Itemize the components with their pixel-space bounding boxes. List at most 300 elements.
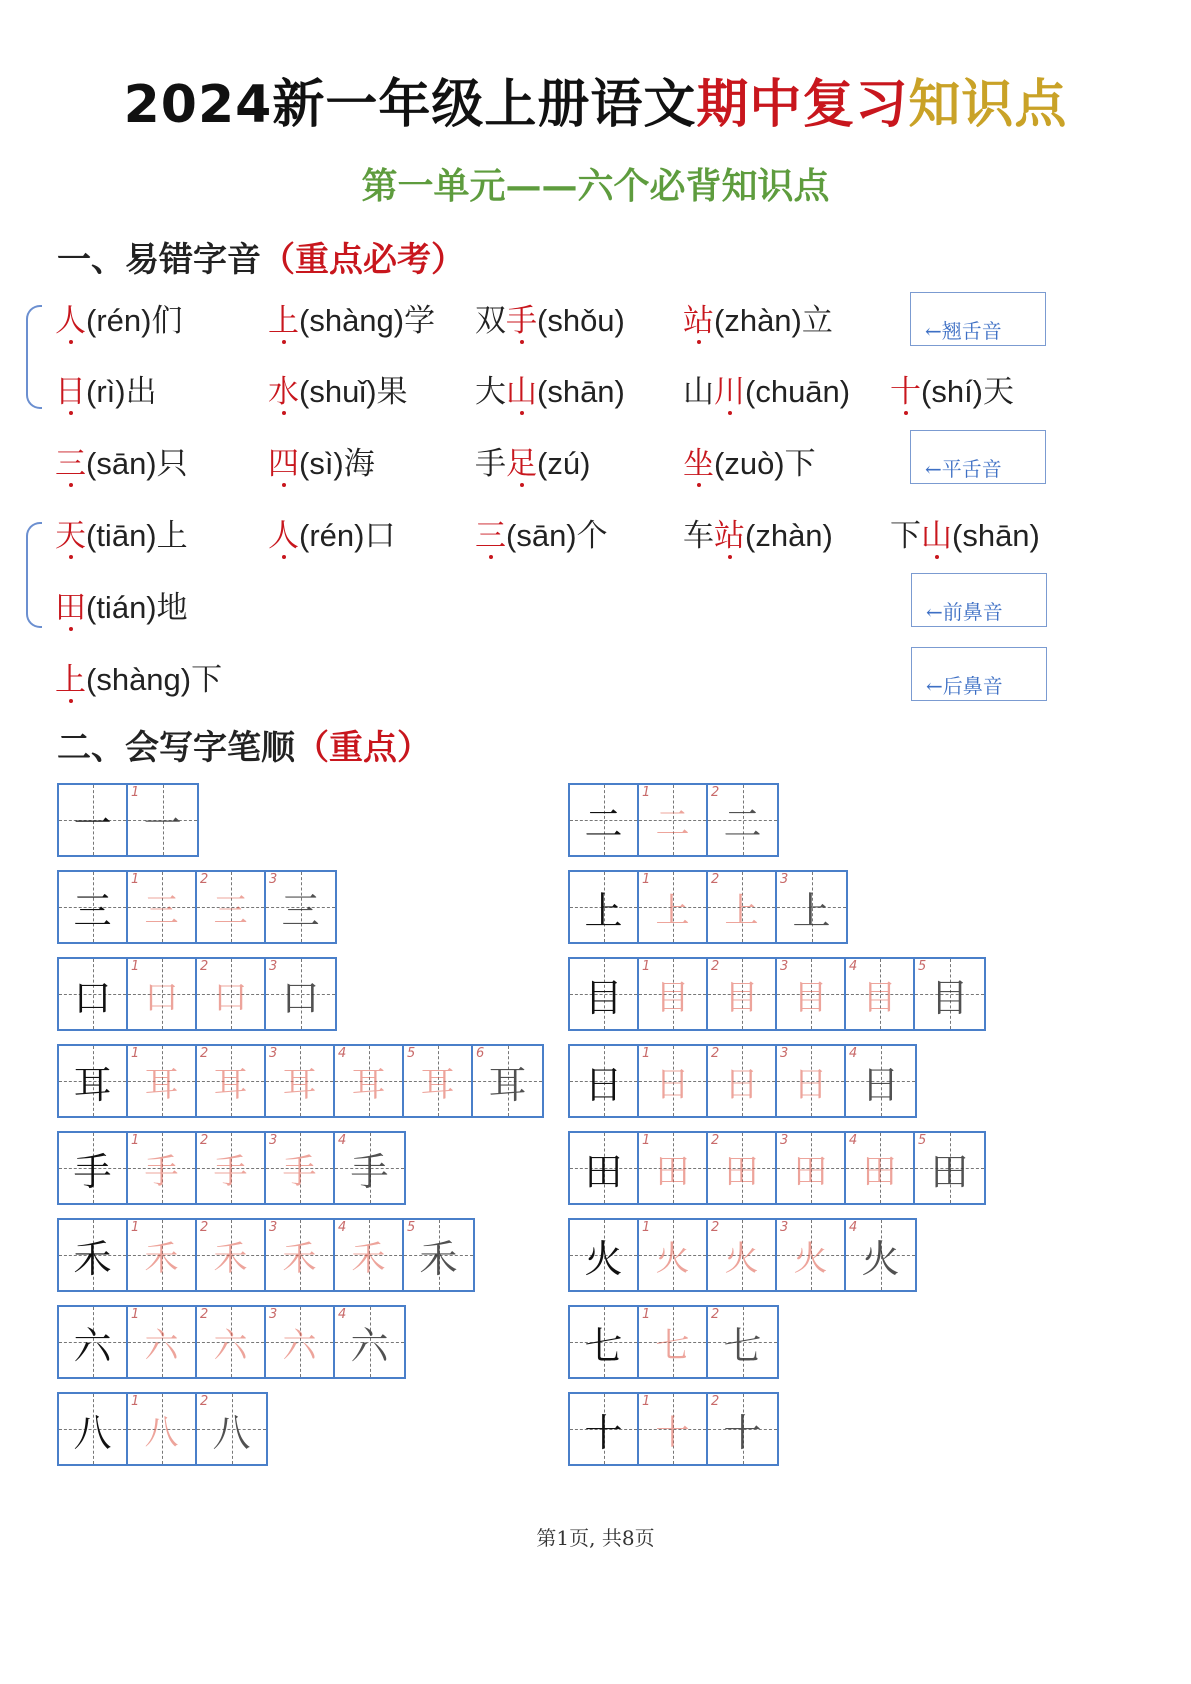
stroke-step: 田 (862, 1151, 897, 1192)
stroke-step-cell (128, 785, 197, 855)
pinyin: (zú) (537, 446, 591, 481)
stroke-step: 六 (144, 1325, 179, 1366)
step-number: 3 (269, 959, 278, 974)
step-number: 2 (711, 1133, 720, 1148)
page-title (0, 62, 1191, 137)
stroke-step: 耳 (488, 1062, 527, 1107)
pinyin: (shuǐ) (299, 374, 377, 409)
step-number: 2 (200, 1133, 209, 1148)
pinyin: (shí) (921, 374, 983, 409)
stroke-step: 七 (655, 1325, 690, 1366)
stroke-step-cell (266, 1133, 335, 1203)
key-character: 天 (55, 518, 86, 553)
stroke-step: 目 (724, 977, 759, 1018)
stroke-step: 火 (724, 1238, 759, 1279)
stroke-step: 田 (655, 1151, 690, 1192)
stroke-step: 三 (213, 890, 248, 931)
stroke-step-cell (708, 1133, 777, 1203)
key-character: 人 (268, 518, 299, 553)
key-character: 田 (55, 590, 86, 625)
key-character: 手 (506, 303, 537, 338)
stroke-step-cell (708, 1394, 777, 1464)
stroke-step: 一 (143, 801, 182, 846)
item-prefix: 双 (475, 303, 506, 338)
character-cell (570, 959, 639, 1029)
stroke-step: 手 (144, 1151, 179, 1192)
heading-note: （重点） (295, 728, 431, 768)
pinyin: (shān) (537, 374, 625, 409)
step-number: 4 (338, 1046, 347, 1061)
section2-heading (57, 720, 431, 769)
stroke-step-cell (335, 1220, 404, 1290)
character: 手 (73, 1149, 112, 1194)
character: 上 (584, 888, 623, 933)
character-cell (570, 872, 639, 942)
brace-icon (26, 522, 42, 628)
stroke-step-cell (128, 1046, 197, 1116)
step-number: 2 (200, 1046, 209, 1061)
stroke-step-cell (128, 1394, 197, 1464)
stroke-step: 口 (213, 977, 248, 1018)
pronunciation-item (55, 510, 188, 555)
key-character: 三 (55, 446, 86, 481)
character-cell (570, 1220, 639, 1290)
stroke-step: 二 (723, 801, 762, 846)
pinyin: (zhàn) (745, 518, 833, 553)
step-number: 4 (849, 1133, 858, 1148)
stroke-step: 上 (724, 890, 759, 931)
pronunciation-item (890, 366, 1014, 411)
pinyin: (sì) (299, 446, 344, 481)
stroke-step-cell (128, 1220, 197, 1290)
character: 六 (73, 1323, 112, 1368)
step-number: 5 (407, 1046, 416, 1061)
step-number: 1 (642, 1220, 651, 1235)
step-number: 1 (131, 1307, 140, 1322)
pinyin: (shàng) (299, 303, 405, 338)
stroke-step: 八 (144, 1412, 179, 1453)
pinyin: (zhàn) (714, 303, 802, 338)
stroke-step-cell (128, 1307, 197, 1377)
step-number: 6 (476, 1046, 485, 1061)
stroke-order-grid (57, 1392, 268, 1466)
stroke-step-cell (266, 1307, 335, 1377)
step-number: 2 (200, 1394, 209, 1409)
subtitle: 第一单元——六个必背知识点 (361, 165, 830, 207)
pronunciation-item (475, 438, 590, 483)
pinyin: (tiān) (86, 518, 157, 553)
stroke-step-cell (639, 1307, 708, 1377)
character-cell (570, 1394, 639, 1464)
character-cell (59, 1394, 128, 1464)
stroke-order-grid (57, 1131, 406, 1205)
pronunciation-item (268, 438, 375, 483)
character-cell (59, 1220, 128, 1290)
stroke-step: 田 (793, 1151, 828, 1192)
key-character: 川 (714, 374, 745, 409)
pronunciation-item (55, 654, 222, 699)
stroke-step-cell (777, 959, 846, 1029)
brace-icon (26, 305, 42, 409)
stroke-step-cell (639, 1133, 708, 1203)
stroke-step: 耳 (351, 1064, 386, 1105)
step-number: 1 (131, 872, 140, 887)
item-suffix: 口 (364, 518, 396, 553)
character-cell (570, 1307, 639, 1377)
step-number: 3 (780, 959, 789, 974)
stroke-step-cell (197, 1394, 266, 1464)
stroke-step: 禾 (144, 1238, 179, 1279)
stroke-step-cell (915, 959, 984, 1029)
character: 耳 (73, 1062, 112, 1107)
stroke-step-cell (266, 1046, 335, 1116)
step-number: 3 (780, 1046, 789, 1061)
stroke-step-cell (197, 1307, 266, 1377)
stroke-step: 日 (861, 1062, 900, 1107)
item-suffix: 天 (983, 374, 1014, 409)
character-cell (570, 1046, 639, 1116)
step-number: 1 (131, 1394, 140, 1409)
stroke-step-cell (915, 1133, 984, 1203)
stroke-step-cell (708, 1307, 777, 1377)
step-number: 3 (780, 1133, 789, 1148)
pronunciation-item (890, 510, 1040, 555)
stroke-step: 六 (350, 1323, 389, 1368)
stroke-order-grid (57, 783, 199, 857)
stroke-step: 手 (213, 1151, 248, 1192)
step-number: 2 (711, 1220, 720, 1235)
step-number: 4 (849, 1220, 858, 1235)
stroke-order-grid (568, 1392, 779, 1466)
step-number: 3 (780, 872, 789, 887)
pronunciation-item (683, 366, 850, 411)
pinyin: (zuò) (714, 446, 785, 481)
step-number: 3 (269, 1220, 278, 1235)
step-number: 2 (711, 959, 720, 974)
key-character: 站 (683, 303, 714, 338)
step-number: 4 (338, 1307, 347, 1322)
stroke-order-grid (57, 1044, 544, 1118)
pronunciation-item (55, 582, 188, 627)
stroke-step-cell (708, 785, 777, 855)
stroke-step: 田 (930, 1149, 969, 1194)
character: 一 (73, 801, 112, 846)
page-footer: 第1页, 共8页 (536, 1526, 655, 1550)
title-red: 期中复习 (696, 75, 909, 135)
stroke-step-cell (777, 1046, 846, 1116)
key-character: 上 (268, 303, 299, 338)
stroke-step-cell (266, 1220, 335, 1290)
stroke-step: 八 (212, 1410, 251, 1455)
stroke-step-cell (335, 1307, 404, 1377)
stroke-step-cell (404, 1220, 473, 1290)
step-number: 3 (269, 1046, 278, 1061)
item-suffix: 个 (576, 518, 608, 553)
step-number: 2 (711, 1307, 720, 1322)
stroke-step-cell (708, 1046, 777, 1116)
pinyin: (shǒu) (537, 303, 625, 338)
section1-heading (57, 232, 465, 281)
character: 三 (73, 888, 112, 933)
character: 八 (73, 1410, 112, 1455)
character-cell (59, 872, 128, 942)
pronunciation-item (55, 295, 182, 340)
tag-front-nasal: ←前鼻音 (911, 573, 1047, 627)
pronunciation-item (475, 366, 625, 411)
stroke-step-cell (335, 1133, 404, 1203)
stroke-step: 手 (282, 1151, 317, 1192)
stroke-step: 上 (655, 890, 690, 931)
stroke-step-cell (639, 1046, 708, 1116)
stroke-step: 手 (350, 1149, 389, 1194)
tag-back-nasal: ←后鼻音 (911, 647, 1047, 701)
step-number: 1 (642, 1046, 651, 1061)
stroke-step-cell (639, 1220, 708, 1290)
stroke-step-cell (128, 872, 197, 942)
key-character: 人 (55, 303, 86, 338)
stroke-step-cell (197, 1046, 266, 1116)
key-character: 山 (921, 518, 952, 553)
pronunciation-item (55, 366, 157, 411)
character-cell (570, 785, 639, 855)
stroke-order-grid (568, 957, 986, 1031)
pinyin: (rì) (86, 374, 126, 409)
character-cell (59, 1307, 128, 1377)
key-character: 十 (890, 374, 921, 409)
pronunciation-item (475, 510, 608, 555)
stroke-step-cell (639, 785, 708, 855)
stroke-step: 日 (793, 1064, 828, 1105)
step-number: 4 (849, 1046, 858, 1061)
tag-flat-tongue: ←平舌音 (910, 430, 1046, 484)
key-character: 坐 (683, 446, 714, 481)
step-number: 2 (200, 872, 209, 887)
key-character: 足 (506, 446, 537, 481)
stroke-step: 禾 (419, 1236, 458, 1281)
heading-note: （重点必考） (261, 240, 465, 280)
stroke-step: 目 (655, 977, 690, 1018)
item-suffix: 只 (156, 446, 188, 481)
item-prefix: 下 (890, 518, 921, 553)
stroke-order-grid (568, 870, 848, 944)
stroke-step: 二 (655, 803, 690, 844)
stroke-step-cell (266, 959, 335, 1029)
stroke-step: 口 (144, 977, 179, 1018)
stroke-step-cell (197, 1133, 266, 1203)
step-number: 4 (849, 959, 858, 974)
pinyin: (chuān) (745, 374, 851, 409)
step-number: 1 (131, 959, 140, 974)
item-suffix: 地 (156, 590, 188, 625)
stroke-step: 六 (213, 1325, 248, 1366)
character: 田 (584, 1149, 623, 1194)
stroke-order-grid (57, 1305, 406, 1379)
pronunciation-item (683, 510, 833, 555)
stroke-order-grid (568, 783, 779, 857)
character: 火 (584, 1236, 623, 1281)
step-number: 2 (200, 959, 209, 974)
item-suffix: 海 (343, 446, 375, 481)
stroke-step: 七 (723, 1323, 762, 1368)
character-cell (59, 785, 128, 855)
character: 目 (584, 975, 623, 1020)
stroke-step-cell (197, 872, 266, 942)
key-character: 上 (55, 662, 86, 697)
step-number: 2 (711, 1046, 720, 1061)
step-number: 1 (131, 785, 140, 800)
stroke-step: 三 (144, 890, 179, 931)
step-number: 1 (131, 1046, 140, 1061)
pinyin: (sān) (506, 518, 577, 553)
pronunciation-item (268, 510, 395, 555)
step-number: 1 (642, 1394, 651, 1409)
pronunciation-item (475, 295, 625, 340)
stroke-step-cell (639, 1394, 708, 1464)
tag-retroflex: ←翘舌音 (910, 292, 1046, 346)
heading-text: 二、会写字笔顺 (57, 728, 295, 768)
step-number: 1 (642, 872, 651, 887)
step-number: 3 (269, 1133, 278, 1148)
stroke-step: 火 (793, 1238, 828, 1279)
step-number: 2 (711, 872, 720, 887)
item-suffix: 果 (376, 374, 408, 409)
item-prefix: 大 (475, 374, 506, 409)
step-number: 3 (269, 1307, 278, 1322)
stroke-step: 三 (281, 888, 320, 933)
stroke-step-cell (197, 959, 266, 1029)
character: 口 (73, 975, 112, 1020)
item-suffix: 立 (801, 303, 833, 338)
pinyin: (rén) (299, 518, 365, 553)
step-number: 1 (642, 785, 651, 800)
stroke-step: 十 (655, 1412, 690, 1453)
stroke-step: 目 (862, 977, 897, 1018)
pronunciation-item (683, 438, 816, 483)
pinyin: (tián) (86, 590, 157, 625)
key-character: 四 (268, 446, 299, 481)
character-cell (59, 1133, 128, 1203)
stroke-step: 口 (281, 975, 320, 1020)
step-number: 4 (338, 1220, 347, 1235)
stroke-step: 日 (724, 1064, 759, 1105)
stroke-order-grid (568, 1131, 986, 1205)
character-cell (570, 1133, 639, 1203)
stroke-order-grid (568, 1044, 917, 1118)
pinyin: (rén) (86, 303, 152, 338)
stroke-step-cell (846, 1046, 915, 1116)
stroke-step: 十 (723, 1410, 762, 1455)
heading-text: 一、易错字音 (57, 240, 261, 280)
step-number: 2 (200, 1307, 209, 1322)
key-character: 日 (55, 374, 86, 409)
stroke-step-cell (335, 1046, 404, 1116)
item-suffix: 下 (191, 662, 223, 697)
stroke-order-grid (57, 957, 337, 1031)
step-number: 2 (711, 1394, 720, 1409)
pronunciation-item (55, 438, 188, 483)
pinyin: (sān) (86, 446, 157, 481)
step-number: 3 (780, 1220, 789, 1235)
character-cell (59, 1046, 128, 1116)
stroke-step: 禾 (351, 1238, 386, 1279)
stroke-step-cell (404, 1046, 473, 1116)
item-suffix: 出 (125, 374, 157, 409)
character: 禾 (73, 1236, 112, 1281)
stroke-step: 耳 (282, 1064, 317, 1105)
item-suffix: 学 (404, 303, 436, 338)
stroke-order-grid (568, 1218, 917, 1292)
stroke-step: 禾 (213, 1238, 248, 1279)
stroke-order-grid (57, 1218, 475, 1292)
stroke-step: 耳 (213, 1064, 248, 1105)
item-prefix: 手 (475, 446, 506, 481)
step-number: 5 (918, 959, 927, 974)
stroke-step-cell (708, 1220, 777, 1290)
step-number: 3 (269, 872, 278, 887)
title-gold: 知识点 (908, 75, 1068, 135)
stroke-step-cell (777, 872, 846, 942)
stroke-step-cell (846, 1220, 915, 1290)
stroke-step-cell (846, 959, 915, 1029)
stroke-step-cell (708, 959, 777, 1029)
item-prefix: 车 (683, 518, 714, 553)
stroke-order-grid (57, 870, 337, 944)
stroke-order-grid (568, 1305, 779, 1379)
character: 七 (584, 1323, 623, 1368)
step-number: 1 (642, 1307, 651, 1322)
key-character: 水 (268, 374, 299, 409)
key-character: 三 (475, 518, 506, 553)
stroke-step-cell (777, 1133, 846, 1203)
item-suffix: 们 (151, 303, 183, 338)
step-number: 5 (407, 1220, 416, 1235)
stroke-step-cell (197, 1220, 266, 1290)
stroke-step: 六 (282, 1325, 317, 1366)
step-number: 5 (918, 1133, 927, 1148)
stroke-step-cell (473, 1046, 542, 1116)
title-black: 2024新一年级上册语文 (123, 75, 697, 135)
character: 十 (584, 1410, 623, 1455)
stroke-step-cell (128, 959, 197, 1029)
pronunciation-item (683, 295, 833, 340)
stroke-step-cell (639, 959, 708, 1029)
character: 二 (584, 801, 623, 846)
character-cell (59, 959, 128, 1029)
item-suffix: 下 (784, 446, 816, 481)
character: 日 (584, 1062, 623, 1107)
stroke-step: 火 (655, 1238, 690, 1279)
pronunciation-item (268, 295, 435, 340)
step-number: 1 (131, 1220, 140, 1235)
stroke-step-cell (266, 872, 335, 942)
stroke-step: 目 (793, 977, 828, 1018)
step-number: 4 (338, 1133, 347, 1148)
step-number: 1 (642, 959, 651, 974)
step-number: 2 (711, 785, 720, 800)
stroke-step: 禾 (282, 1238, 317, 1279)
step-number: 1 (131, 1133, 140, 1148)
pinyin: (shàng) (86, 662, 192, 697)
stroke-step: 耳 (420, 1064, 455, 1105)
stroke-step: 田 (724, 1151, 759, 1192)
stroke-step-cell (708, 872, 777, 942)
stroke-step: 上 (792, 888, 831, 933)
stroke-step: 耳 (144, 1064, 179, 1105)
stroke-step-cell (777, 1220, 846, 1290)
stroke-step-cell (846, 1133, 915, 1203)
key-character: 山 (506, 374, 537, 409)
stroke-step: 日 (655, 1064, 690, 1105)
